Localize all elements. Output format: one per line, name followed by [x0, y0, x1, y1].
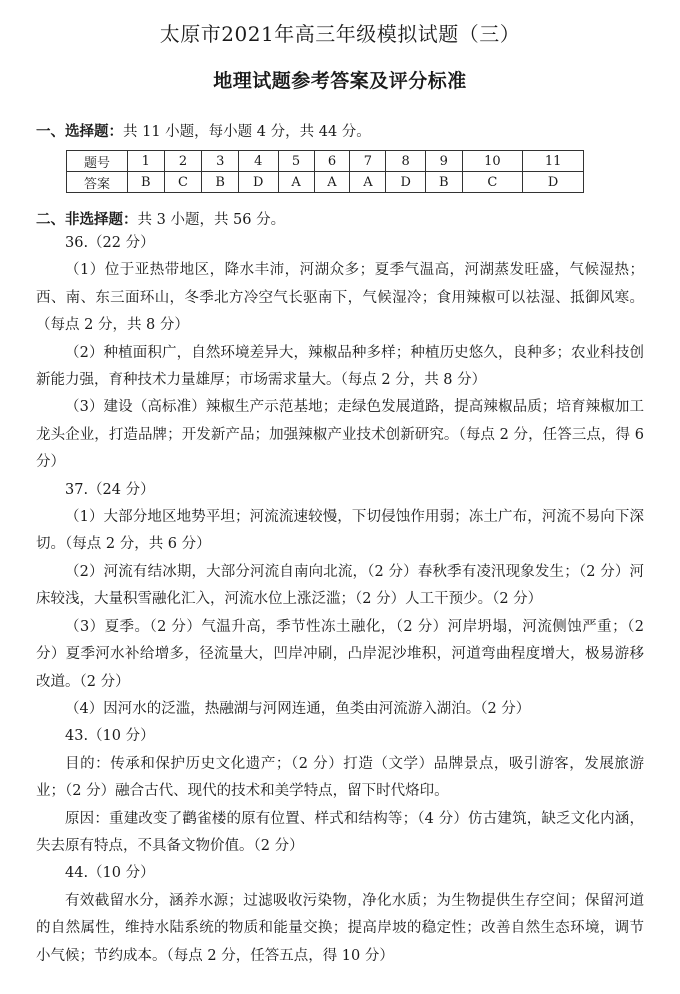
- answer-cell: D: [523, 172, 584, 193]
- answer-36-3: （3）建设（高标准）辣椒生产示范基地；走绿色发展道路，提高辣椒品质；培育辣椒加工龙头企业，打造品牌；开发新产品；加强辣椒产业技术创新研究。（每点 2 分，任答三点，得 6 分）: [36, 399, 644, 471]
- section1-heading: [36, 120, 371, 141]
- answer-37-3: （3）夏季。（2 分）气温升高，季节性冻土融化，（2 分）河岸坍塌，河流侧蚀严重；（2 分）夏季河水补给增多，径流量大，凹岸冲刷，凸岸泥沙堆积，河道弯曲程度增大，极易游移改道。（2 分）: [36, 618, 644, 690]
- question-number-cell: 6: [314, 151, 350, 172]
- page-subtitle: 地理试题参考答案及评分标准: [213, 70, 467, 92]
- question-number-cell: 3: [202, 151, 239, 172]
- question-36-heading: 36.（22 分）: [65, 235, 155, 251]
- answer-cell: C: [462, 172, 523, 193]
- answer-cell: B: [128, 172, 165, 193]
- answer-row: [67, 172, 584, 193]
- question-number-cell: 11: [523, 151, 584, 172]
- section1-desc: 共 11 小题，每小题 4 分，共 44 分。: [123, 124, 371, 140]
- question-number-cell: 4: [238, 151, 278, 172]
- question-number-cell: 1: [128, 151, 165, 172]
- answer-body: [36, 230, 644, 970]
- answer-37-4: （4）因河水的泛滥，热融湖与河网连通，鱼类由河流游入湖泊。（2 分）: [65, 700, 531, 717]
- answer-cell: A: [278, 172, 314, 193]
- section1-label: 一、选择题：: [36, 123, 123, 140]
- answer-43-purpose: 目的：传承和保护历史文化遗产；（2 分）打造（文学）品牌景点，吸引游客，发展旅游业；（2 分）融合古代、现代的技术和美学特点，留下时代烙印。: [36, 755, 644, 800]
- answer-36-2: （2）种植面积广，自然环境差异大，辣椒品种多样；种植历史悠久，良种多；农业科技创新能力强，育种技术力量雄厚；市场需求量大。（每点 2 分，共 8 分）: [36, 344, 644, 389]
- answer-37-2: （2）河流有结冰期，大部分河流自南向北流，（2 分）春秋季有凌汛现象发生；（2 分）河床较浅，大量积雪融化汇入，河流水位上涨泛滥；（2 分）人工干预少。（2 分）: [36, 563, 644, 608]
- answer-cell: A: [350, 172, 386, 193]
- question-44-heading: 44.（10 分）: [65, 865, 155, 882]
- answer-cell: B: [425, 172, 462, 193]
- answer-37-1: （1）大部分地区地势平坦；河流流速较慢，下切侵蚀作用弱；冻土广布，河流不易向下深切。（每点 2 分，共 6 分）: [36, 509, 644, 553]
- question-number-cell: 7: [350, 151, 386, 172]
- answer-table: [66, 150, 584, 193]
- question-number-cell: 10: [462, 151, 523, 172]
- row-label-number: 题号: [67, 151, 128, 172]
- page-title: 太原市2021年高三年级模拟试题（三）: [159, 22, 521, 46]
- question-number-cell: 2: [164, 151, 202, 172]
- section2-heading: [36, 208, 285, 229]
- answer-36-1: （1）位于亚热带地区，降水丰沛，河湖众多；夏季气温高，河湖蒸发旺盛，气候湿热；西、南、东三面环山，冬季北方冷空气长驱南下，气候湿冷；食用辣椒可以祛湿、抵御风寒。（每点 2 分，共 8 分）: [36, 262, 644, 334]
- answer-cell: A: [314, 172, 350, 193]
- question-37-heading: 37.（24 分）: [65, 481, 155, 498]
- question-number-cell: 9: [425, 151, 462, 172]
- answer-cell: B: [202, 172, 239, 193]
- answer-44: 有效截留水分，涵养水源；过滤吸收污染物，净化水质；为生物提供生存空间；保留河道的自然属性，维持水陆系统的物质和能量交换；提高岸坡的稳定性；改善自然生态环境，调节小气候；节约成本。（每点 2 分，任答五点，得 10 分）: [36, 892, 644, 964]
- question-number-row: [67, 151, 584, 172]
- question-number-cell: 8: [386, 151, 426, 172]
- question-43-heading: 43.（10 分）: [65, 728, 155, 745]
- answer-cell: D: [386, 172, 426, 193]
- answer-cell: C: [164, 172, 202, 193]
- answer-43-reason: 原因：重建改变了鹳雀楼的原有位置、样式和结构等；（4 分）仿古建筑，缺乏文化内涵，失去原有特点，不具备文物价值。（2 分）: [36, 810, 644, 854]
- question-number-cell: 5: [278, 151, 314, 172]
- row-label-answer: 答案: [67, 172, 128, 193]
- answer-cell: D: [238, 172, 278, 193]
- section2-desc: 共 3 小题，共 56 分。: [137, 212, 286, 228]
- section2-label: 二、非选择题：: [36, 211, 138, 228]
